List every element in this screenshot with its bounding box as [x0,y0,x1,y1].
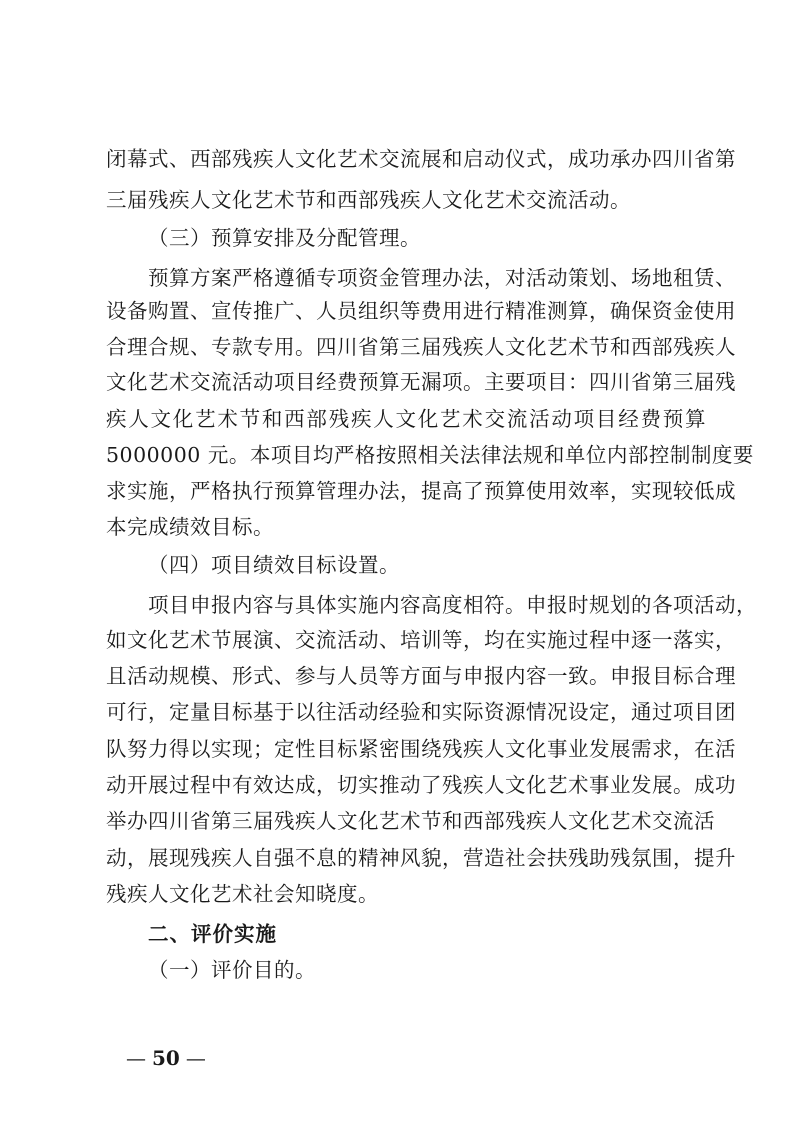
text-line: 文化艺术交流活动项目经费预算无漏项。主要项目：四川省第三届残 [106,370,736,394]
text-line: 可行，定量目标基于以往活动经验和实际资源情况设定，通过项目团 [106,700,736,724]
text-line: 闭幕式、西部残疾人文化艺术交流展和启动仪式，成功承办四川省第 [106,147,736,171]
chapter-heading: 二、评价实施 [148,922,277,946]
section-heading: （三）预算安排及分配管理。 [148,226,421,250]
text-line: 举办四川省第三届残疾人文化艺术节和西部残疾人文化艺术交流活 [106,809,715,833]
text-line: 项目申报内容与具体实施内容高度相符。申报时规划的各项活动， [148,593,757,617]
text-line: 如文化艺术节展演、交流活动、培训等，均在实施过程中逐一落实， [106,628,736,652]
text-line: 动开展过程中有效达成，切实推动了残疾人文化艺术事业发展。成功 [106,773,736,797]
page-number-value: 50 [152,1046,180,1070]
section-heading: （四）项目绩效目标设置。 [148,553,400,577]
text-line: 本完成绩效目标。 [106,515,274,539]
page-number [120,1046,212,1070]
text-line: 三届残疾人文化艺术节和西部残疾人文化艺术交流活动。 [106,188,631,212]
text-line: 且活动规模、形式、参与人员等方面与申报内容一致。申报目标合理 [106,664,736,688]
text-line: 残疾人文化艺术社会知晓度。 [106,882,379,906]
section-heading: （一）评价目的。 [148,958,316,982]
text-line: 5000000 元。本项目均严格按照相关法律法规和单位内部控制制度要 [106,443,754,467]
text-line: 动，展现残疾人自强不息的精神风貌，营造社会扶残助残氛围，提升 [106,846,736,870]
page-number-dash-right: — [185,1046,206,1070]
text-line: 设备购置、宣传推广、人员组织等费用进行精准测算，确保资金使用 [106,299,736,323]
text-line: 合理合规、专款专用。四川省第三届残疾人文化艺术节和西部残疾人 [106,335,736,359]
page-number-dash-left: — [126,1046,146,1070]
text-line: 求实施，严格执行预算管理办法，提高了预算使用效率，实现较低成 [106,479,736,503]
text-line: 队努力得以实现；定性目标紧密围绕残疾人文化事业发展需求，在活 [106,737,736,761]
text-line: 疾人文化艺术节和西部残疾人文化艺术交流活动项目经费预算 [106,407,706,431]
text-line: 预算方案严格遵循专项资金管理办法，对活动策划、场地租赁、 [148,266,736,290]
